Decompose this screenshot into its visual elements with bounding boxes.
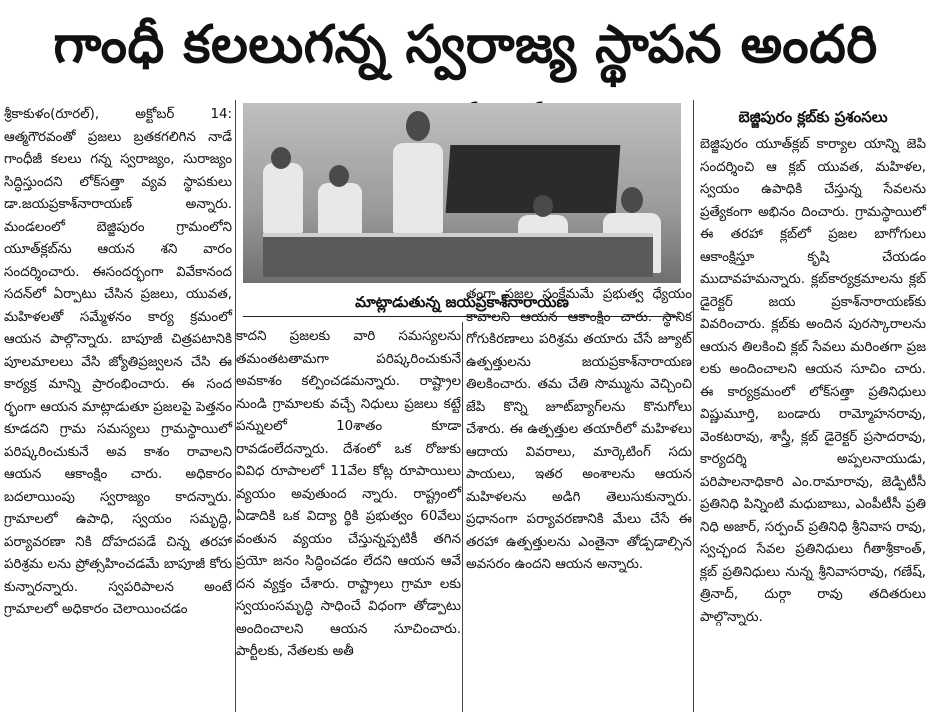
photo-caption: మాట్లాడుతున్న జయప్రకాశ్‌నారాయణ [243, 288, 681, 317]
sidebar-column [700, 134, 926, 629]
stage-table [263, 233, 653, 277]
article-text: శ్రీకాకుళం(రూరల్‌), అక్టోబర్‌ 14: ఆత్మగౌరవంతో ప్రజలు బ్రతకగలిగిన నాడే గాంధీజీ కలలు గన్న స్వరాజ్యం, సురాజ్యం సిద్ధిస్తుందని లోక్‌సత్తా వ్యవ స్థాపకులు డా.జయప్రకాశ్‌నారాయణ్‌ అన్నారు. మండలంలో బెజ్జిపురం గ్రామంలోని యూత్‌క్లబ్‌ను ఆయన శని వారం సందర్శించారు. ఈసందర్భంగా వివేకానంద సదన్‌లో ఏర్పాటు చేసిన ప్రజలు, యువత, మహిళలతో సమ్మేళనం కార్య క్రమంలో ఆయన పాల్గొన్నారు. బాపూజీ చిత్రపటానికి పూలమాలలు వేసి జ్యోతిప్రజ్వలన చేసి ఈ కార్యక్ర మాన్ని ప్రారంభించారు. ఈ సంద ర్భంగా ఆయన మాట్లాడుతూ ప్రజలపై పెత్తనం కూడదని గ్రామ సమస్యలు గ్రామస్థాయిలో పరిష్కరించుకునే అవ కాశం రావాలని ఆయన ఆకాంక్షిం చారు. అధికారం బదలాయింపు స్వరాజ్యం కాదన్నారు. గ్రామాలలో ఉపాధి, స్వయం సమృద్ధి, పర్యావరణా నికి దోహదపడే చిన్న తరహా పరిశ్రమ లను ప్రోత్సహించడమే బాపూజీ కోరు కున్నారన్నారు. స్వపరిపాలన అంటే గ్రామాలలో అధికారం చెలాయించడం [4, 107, 232, 617]
article-column-1 [4, 104, 232, 622]
guest-figure [318, 183, 362, 239]
article-column-3 [466, 284, 692, 577]
event-photo [243, 103, 681, 283]
guest-head [271, 147, 291, 169]
guest-head [621, 187, 643, 213]
headline: గాంధీ కలలుగన్న స్వరాజ్య స్థాపన అందరి [53, 15, 878, 75]
guest-head [329, 165, 349, 187]
column-rule [693, 100, 694, 712]
sidebar-title: బెజ్జిపురం క్లబ్‌కు ప్రశంసలు [738, 108, 888, 126]
column-rule [462, 322, 463, 712]
sidebar-text: బెజ్జిపురం యూత్‌క్లబ్‌ కార్యాల యాన్ని జెపి సందర్శించి ఆ క్లబ్‌ యువత, మహిళల, స్వయం ఉపాధికి చేస్తున్న సేవలను ప్రత్యేకంగా అభినం దించారు. గ్రామస్థాయిలో ఈ తరహా క్లబ్‌లో ప్రజల బాగోగులు ఆకాంక్షిస్తూ కృషి చేయడం ముదావహమన్నారు. క్లబ్‌కార్యక్రమాలను క్లబ్‌ డైరెక్టర్‌ జయ ప్రకాశ్‌నారాయణ్‌కు వివరించారు. క్లబ్‌కు అందిన పురస్కారాలను ఆయన తిలకించి క్లబ్‌ సేవలు మరింతగా ప్రజ లకు అందించాలని ఆయన సూచిం చారు. ఈ కార్యక్రమంలో లోక్‌సత్తా ప్రతినిధులు విష్ణుమూర్తి, బండారు రామ్మోహనరావు, వెంకటరావు, శాస్త్రీ, క్లబ్‌ డైరెక్టర్‌ ప్రసాదరావు, కార్యదర్శి అప్పలనాయుడు, పరిపాలనాధికారి ఎం.రామారావు, జెడ్పిటీసీ ప్రతినిధి పిన్నింటి మధుబాబు, ఎంపీటీసీ ప్రతి నిధి అజార్‌, సర్పంచ్‌ ప్రతినిధి శ్రీనివాస రావు, స్వచ్ఛంద సేవల ప్రతినిధులు గీతాశ్రీకాంత్‌, క్లబ్‌ ప్రతినిధులు నున్న శ్రీనివాసరావు, గణేష్‌, త్రినాద్‌, దుర్గా రావు తదితరులు పాల్గొన్నారు. [700, 137, 926, 625]
guest-figure [263, 163, 303, 233]
article-text: కాదని ప్రజలకు వారి సమస్యలను తమంతటతామగా పరిష్కరించుకునే అవకాశం కల్పించడమన్నారు. రాష్ట్రాల నుండి గ్రామాలకు వచ్చే నిధులు ప్రజలు కట్టే పన్నులలో 10శాతం కూడా రావడంలేదన్నారు. దేశంలో ఒక రోజుకు వివిధ రూపాలలో 11వేల కోట్ల రూపాయిలు వ్యయం అవుతుంద న్నారు. రాష్ట్రంలో ఏడాదికి ఒక విద్యా ర్థికి ప్రభుత్వం 60వేలు వంతున వ్యయం చేస్తున్నప్పటికీ తగిన ప్రయో జనం సిద్ధించడం లేదని ఆయన ఆవే దన వ్యక్తం చేశారు. రాష్ట్రాలు గ్రామా లకు స్వయంసమృద్ధి సాధించే విధంగా తోడ్పాటు అందించాలని ఆయన సూచించారు. పార్టీలకు, నేతలకు అతీ [236, 329, 461, 659]
guest-head [533, 195, 553, 217]
speaker-head [406, 111, 430, 141]
speaker-figure [393, 143, 443, 233]
article-text: తంగా ప్రజల సంక్షేమమే ప్రభుత్వ ధ్యేయం కావాలని ఆయన ఆకాంక్షిం చారు. స్థానిక గోగుకిరణాలు పరిశ్రమ తయారు చేసే జ్యూట్‌ ఉత్పత్తులను జయప్రకాశ్‌నారాయణ తిలకించారు. తమ చేతి సొమ్మును వెచ్చించి జేపి కొన్ని జూట్‌బ్యాగ్‌లను కొనుగోలు చేశారు. ఈ ఉత్పత్తుల తయారీలో మహిళలు ఆదాయ వివరాలు, మార్కెటింగ్‌ సదు పాయలు, ఇతర అంశాలను ఆయన మహిళలను అడిగి తెలుసుకున్నారు. ప్రధానంగా పర్యావరణానికి మేలు చేసే ఈ తరహా ఉత్పత్తులను ఎంతైనా తోడ్పడాల్సిన అవసరం ఉందని ఆయన అన్నారు. [466, 287, 692, 572]
article-column-2 [236, 326, 461, 664]
